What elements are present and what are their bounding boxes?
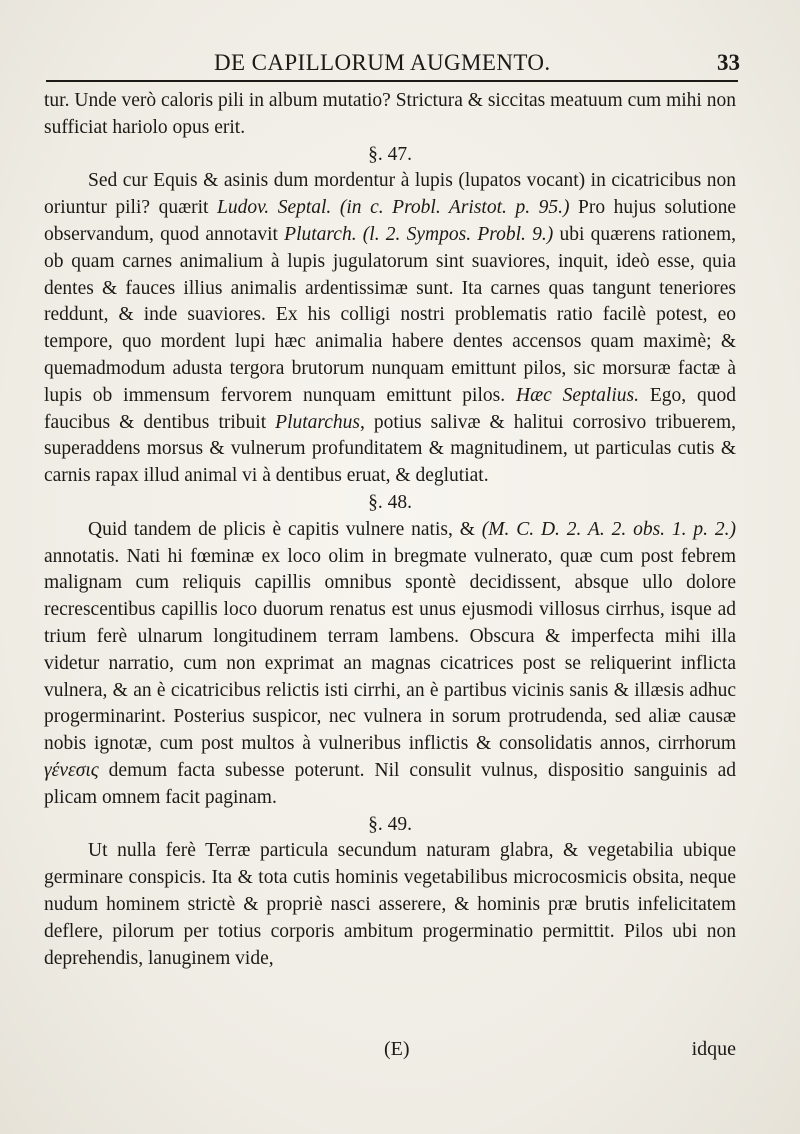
citation-mcd: (M. C. D. 2. A. 2. obs. 1. p. 2.) <box>481 518 737 540</box>
paragraph-49 <box>44 838 736 972</box>
section-heading-48: §. 48. <box>368 491 412 513</box>
citation-plutarch: Plutarch. (l. 2. Sympos. Probl. 9.) <box>284 223 554 245</box>
text-run: , potius salivæ & halitui corrosivo tribuerem, superaddens morsus & vulnerum profunditatem & magnitudinem, ut particulas cutis & carnis rapax illud animal vi à dentibus eruat, & deglutiat. <box>44 411 736 487</box>
paragraph-47 <box>44 168 736 490</box>
page-body <box>44 88 736 972</box>
header-rule <box>46 80 738 82</box>
text-run: Ut nulla ferè Terræ particula secundum naturam glabra, & vegetabilia ubique germinare conspicis. Ita & tota cutis hominis vegetabilibus microcosmicis obsita, neque nudum hominem strictè & propriè nasci asserere, & hominis præ brutis infelicitatem deflere, pilorum per totius corporis ambitum progerminatio permittit. Pilos ubi non deprehendis, lanuginem vide, <box>44 840 736 969</box>
signature-mark: (E) <box>384 1038 410 1060</box>
text-run: Quid tandem de plicis è capitis vulnere natis, & <box>88 518 482 540</box>
citation-septal: Ludov. Septal. (in c. Probl. Aristot. p. 95.) <box>216 197 570 219</box>
page-footer <box>44 1038 736 1068</box>
section-heading-47: §. 47. <box>368 143 412 165</box>
greek-word: γένεσις <box>44 759 99 781</box>
running-title: DE CAPILLORUM AUGMENTO. <box>214 50 551 75</box>
paragraph-48 <box>44 517 736 812</box>
text-run: Pro hujus solutione observandum, quod annotavit <box>44 197 736 245</box>
text-run: Ego, quod faucibus & dentibus tribuit <box>44 384 736 433</box>
text-run: annotatis. Nati hi fœminæ ex loco olim in bregmate vulnerato, quæ cum post febrem malignam cum reliquis capillis omnibus spontè decidissent, absque ullo dolore recrescentibus capillis loco duorum renatus est unus ejusmodi villosus cirrhus, isque ad trium ferè ulnarum longitudinem terram lambens. Obscura & imperfecta mihi illa videtur narratio, cum non exprimat an magnas cicatrices post se reliquerint inflicta vulnera, & an è cicatricibus relictis isti cirrhi, an è partibus vicinis sanis & illæsis adhuc progerminarint. Posterius suspicor, nec vulnera in sorum protrudenda, sed aliæ causæ nobis ignotæ, cum post multos à vulneribus inflictis & consolidatis annos, cirrhorum <box>44 545 736 755</box>
text-run: Sed cur Equis & asinis dum mordentur à lupis (lupatos vocant) in cicatricibus non oriuntur pili? quærit <box>44 170 736 219</box>
page-number: 33 <box>717 50 740 75</box>
section-heading-49: §. 49. <box>368 813 412 835</box>
text-run: demum facta subesse poterunt. Nil consulit vulnus, dispositio sanguinis ad plicam omnem facit paginam. <box>44 759 736 808</box>
citation-septalius: Hæc Septalius. <box>515 384 639 406</box>
text-run: ubi quærens rationem, ob quam carnes animalium à lupis jugulatorum sint suaviores, inquit, ideò esse, quia dentes & fauces illius animalis ardentissimæ sunt. Ita carnes quas tangunt teneriores reddunt, & inde suaviores. Ex his colligi nostri problematis ratio facilè potest, eo tempore, quo mordent lupi hæc animalia habere dentes accensos quam maximè; & quemadmodum adusta tergora brutorum nunquam emittunt pilos, sic morsuræ factæ à lupis ob immensum fervorem nunquam emittunt pilos. <box>44 223 736 406</box>
catchword: idque <box>691 1038 736 1060</box>
name-plutarchus: Plutarchus <box>275 411 361 433</box>
page-header <box>42 50 748 82</box>
paragraph-continuation: tur. Unde verò caloris pili in album mutatio? Strictura & siccitas meatuum cum mihi non sufficiat hariolo opus erit. <box>44 90 736 138</box>
